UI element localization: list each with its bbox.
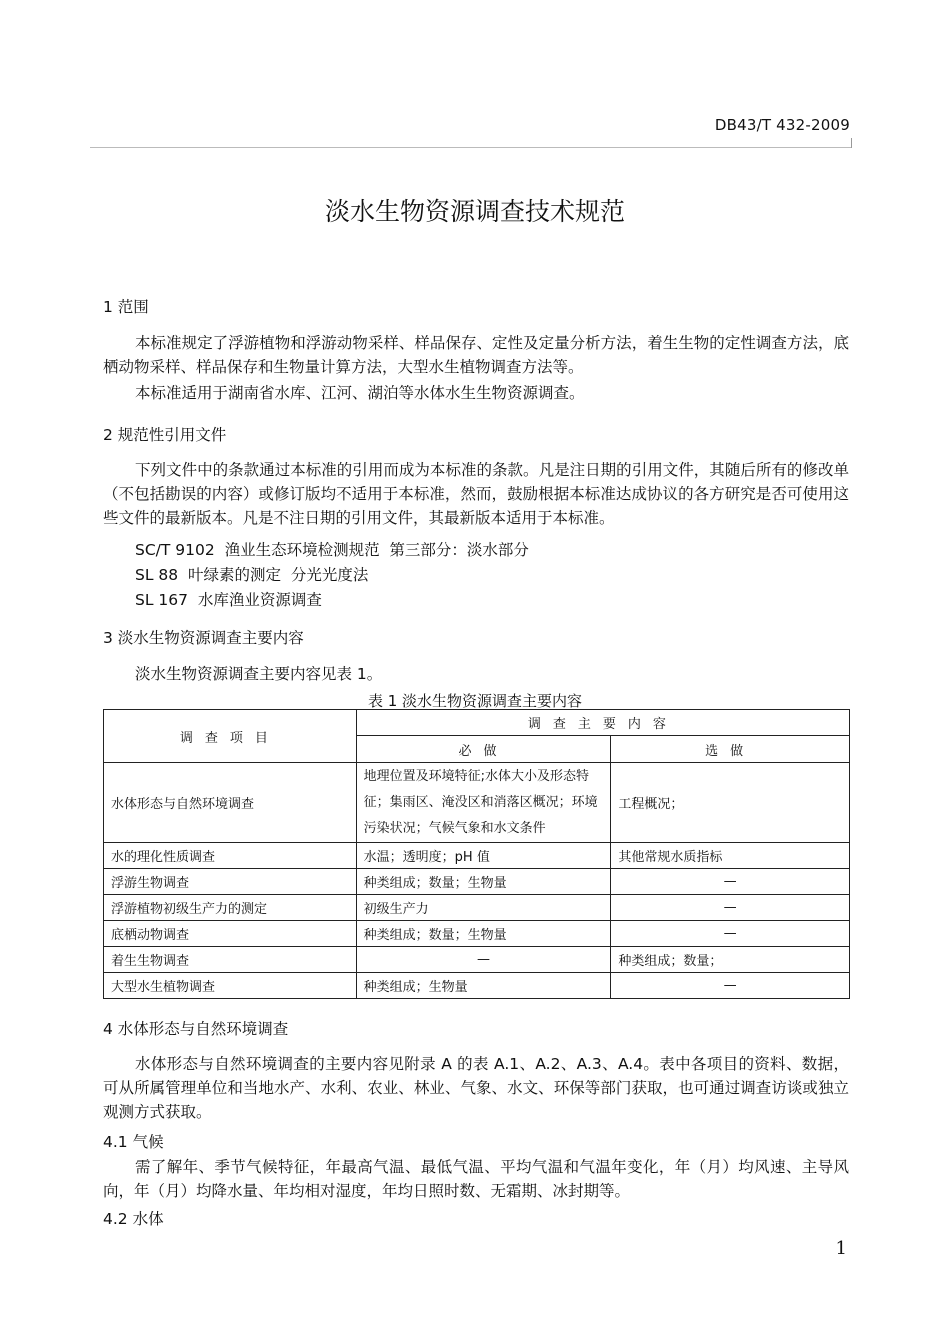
section-1-heading: 1 范围 — [103, 298, 149, 316]
reference-item: SL 88 叶绿素的测定 分光光度法 — [135, 566, 369, 584]
required-cell: 种类组成；数量；生物量 — [356, 921, 611, 947]
table-row — [104, 763, 850, 843]
section-4-paragraph: 水体形态与自然环境调查的主要内容见附录 A 的表 A.1、A.2、A.3、A.4。表中各项目的资料、数据，可从所属管理单位和当地水产、水利、农业、林业、气象、水文、环保等部门获取，也可通过调查访谈或独立观测方式获取。 — [103, 1055, 849, 1121]
header-divider — [90, 147, 852, 148]
optional-cell: 工程概况； — [611, 763, 850, 843]
header-optional-cell: 选做 — [611, 736, 850, 763]
reference-item: SL 167 水库渔业资源调查 — [135, 591, 322, 609]
table-row — [104, 869, 850, 895]
table-row — [104, 921, 850, 947]
optional-cell: — — [611, 895, 850, 921]
table-header-row — [104, 710, 850, 736]
table-row — [104, 895, 850, 921]
required-cell: 种类组成；生物量 — [356, 973, 611, 999]
item-cell: 水的理化性质调查 — [104, 843, 357, 869]
section-4-2-heading: 4.2 水体 — [103, 1210, 164, 1228]
section-4-1-heading: 4.1 气候 — [103, 1133, 164, 1151]
section-4-heading: 4 水体形态与自然环境调查 — [103, 1020, 289, 1038]
optional-cell: — — [611, 973, 850, 999]
required-cell: 初级生产力 — [356, 895, 611, 921]
optional-cell: — — [611, 921, 850, 947]
section-4-1-paragraph: 需了解年、季节气候特征，年最高气温、最低气温、平均气温和气温年变化，年（月）均风速、主导风向，年（月）均降水量、年均相对湿度，年均日照时数、无霜期、冰封期等。 — [103, 1158, 849, 1200]
item-cell: 水体形态与自然环境调查 — [104, 763, 357, 843]
item-cell: 浮游植物初级生产力的测定 — [104, 895, 357, 921]
standard-code: DB43/T 432-2009 — [714, 116, 850, 134]
optional-cell: — — [611, 869, 850, 895]
reference-item: SC/T 9102 渔业生态环境检测规范 第三部分：淡水部分 — [135, 541, 529, 559]
survey-content-table — [103, 709, 850, 999]
header-required-cell: 必做 — [356, 736, 611, 763]
optional-cell: 其他常规水质指标 — [611, 843, 850, 869]
section-2-paragraph: 下列文件中的条款通过本标准的引用而成为本标准的条款。凡是注日期的引用文件，其随后所有的修改单（不包括勘误的内容）或修订版均不适用于本标准，然而，鼓励根据本标准达成协议的各方研究是否可使用这些文件的最新版本。凡是不注日期的引用文件，其最新版本适用于本标准。 — [103, 461, 849, 527]
document-title: 淡水生物资源调查技术规范 — [324, 197, 625, 226]
optional-cell: 种类组成；数量； — [611, 947, 850, 973]
section-1-paragraph-2: 本标准适用于湖南省水库、江河、湖泊等水体水生生物资源调查。 — [135, 384, 585, 402]
section-2-heading: 2 规范性引用文件 — [103, 426, 227, 444]
section-3-paragraph: 淡水生物资源调查主要内容见表 1。 — [135, 665, 383, 683]
required-cell: 种类组成；数量；生物量 — [356, 869, 611, 895]
table-caption: 表 1 淡水生物资源调查主要内容 — [367, 692, 583, 710]
section-1-paragraph-1: 本标准规定了浮游植物和浮游动物采样、样品保存、定性及定量分析方法，着生生物的定性调查方法，底栖动物采样、样品保存和生物量计算方法，大型水生植物调查方法等。 — [103, 334, 849, 376]
header-content-cell: 调查主要内容 — [356, 710, 849, 736]
item-cell: 大型水生植物调查 — [104, 973, 357, 999]
table-row — [104, 947, 850, 973]
section-3-heading: 3 淡水生物资源调查主要内容 — [103, 629, 304, 647]
item-cell: 着生生物调查 — [104, 947, 357, 973]
required-cell: 水温；透明度；pH 值 — [356, 843, 611, 869]
required-cell: — — [356, 947, 611, 973]
required-cell: 地理位置及环境特征;水体大小及形态特征；集雨区、淹没区和消落区概况；环境污染状况；气候气象和水文条件 — [356, 763, 611, 843]
header-divider-tick — [851, 138, 852, 148]
item-cell: 底栖动物调查 — [104, 921, 357, 947]
page-number: 1 — [835, 1238, 847, 1259]
header-item-cell: 调查项目 — [104, 710, 357, 763]
table-row — [104, 843, 850, 869]
item-cell: 浮游生物调查 — [104, 869, 357, 895]
table-row — [104, 973, 850, 999]
